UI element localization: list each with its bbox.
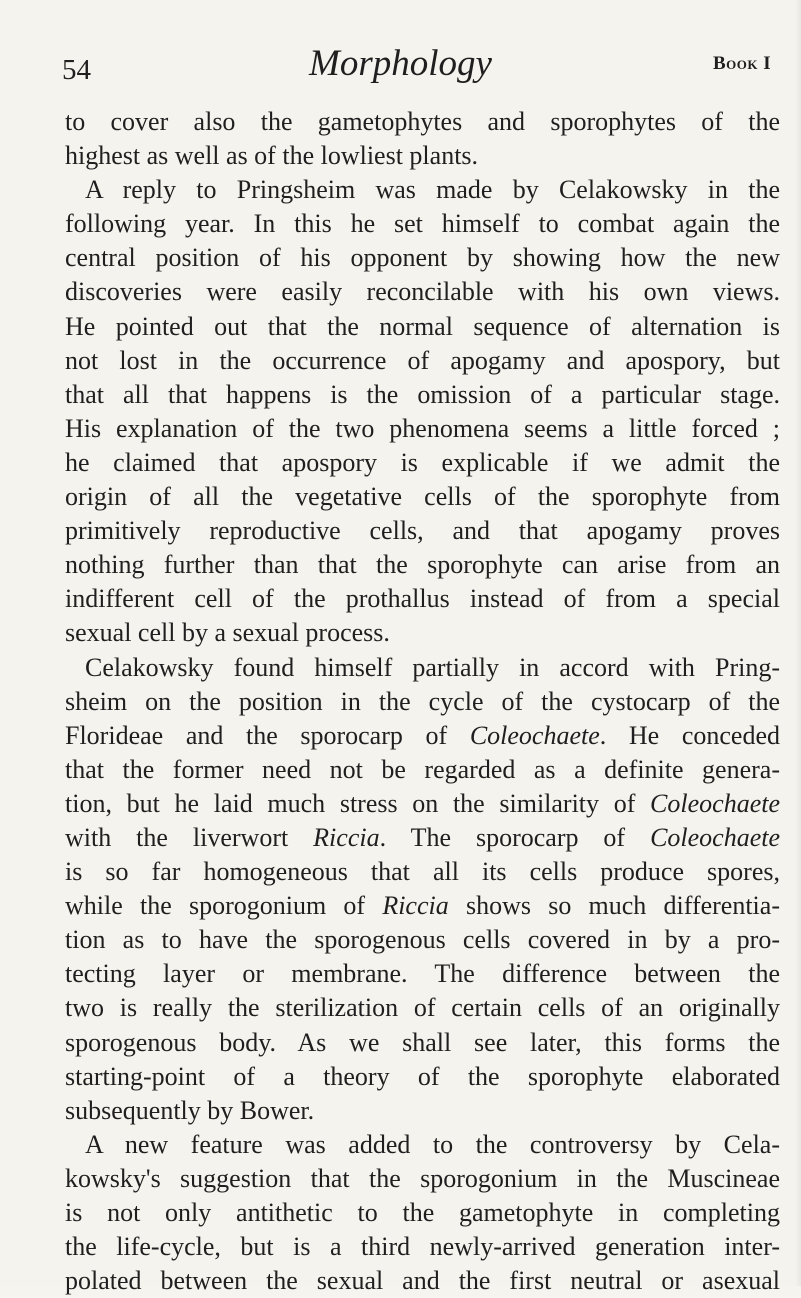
- body-text: [65, 105, 780, 1298]
- text-line: He pointed out that the normal sequence of alternation is: [65, 311, 780, 341]
- text-line: discoveries were easily reconcilable with his own views.: [65, 277, 780, 307]
- running-head: [0, 42, 801, 90]
- text-line: A new feature was added to the controversy by Cela-: [85, 1129, 780, 1159]
- text-line: highest as well as of the lowliest plants.: [65, 141, 479, 171]
- text-line: tion as to have the sporogenous cells covered in by a pro-: [65, 925, 780, 955]
- text-line: is so far homogeneous that all its cells produce spores,: [65, 857, 780, 887]
- taxon-name: Coleochaete: [650, 788, 780, 818]
- text-run: with the liverwort: [65, 822, 314, 852]
- text-line: following year. In this he set himself to combat again the: [65, 209, 780, 239]
- taxon-name: Riccia: [313, 822, 380, 852]
- text-line: sporogenous body. As we shall see later, this forms the: [65, 1027, 780, 1057]
- text-run: shows so much differentia-: [448, 891, 780, 921]
- text-line: His explanation of the two phenomena seems a little forced ;: [65, 413, 780, 443]
- text-line: two is really the sterilization of certain cells of an originally: [65, 993, 780, 1023]
- text-line: primitively reproductive cells, and that apogamy proves: [65, 516, 780, 546]
- taxon-name: Coleochaete: [650, 822, 780, 852]
- text-line: origin of all the vegetative cells of the sporophyte from: [65, 482, 780, 512]
- text-line: [65, 719, 780, 753]
- page-number: 54: [62, 54, 91, 86]
- text-line: he claimed that apospory is explicable if we admit the: [65, 447, 780, 477]
- text-line: the life-cycle, but is a third newly-arrived generation inter-: [65, 1232, 780, 1262]
- text-line: central position of his opponent by showing how the new: [65, 243, 780, 273]
- text-line: sheim on the position in the cycle of the cystocarp of the: [65, 686, 780, 716]
- text-line: tecting layer or membrane. The difference between the: [65, 959, 780, 989]
- text-line: is not only antithetic to the gametophyte in completing: [65, 1198, 780, 1227]
- book-label: Book I: [713, 53, 772, 74]
- text-line: indifferent cell of the prothallus instead of from a special: [65, 584, 780, 614]
- text-line: nothing further than that the sporophyte can arise from an: [65, 550, 780, 580]
- text-line: Celakowsky found himself partially in accord with Pring-: [85, 652, 780, 682]
- text-line: that all that happens is the omission of a particular stage.: [65, 379, 780, 409]
- text-line: to cover also the gametophytes and sporophytes of the: [65, 107, 780, 136]
- text-line: sexual cell by a sexual process.: [65, 618, 390, 648]
- text-line: that the former need not be regarded as a definite genera-: [65, 754, 780, 784]
- text-run: while the sporogonium of: [65, 891, 383, 921]
- text-run: . The sporocarp of: [379, 822, 651, 852]
- text-line: [65, 787, 780, 821]
- text-line: subsequently by Bower.: [65, 1095, 315, 1125]
- text-line: polated between the sexual and the first neutral or asexual: [65, 1266, 780, 1296]
- text-line: kowsky's suggestion that the sporogonium in the Muscineae: [65, 1163, 780, 1193]
- taxon-name: Riccia: [382, 891, 449, 921]
- text-run: Florideae and the sporocarp of: [65, 720, 470, 750]
- text-line: A reply to Pringsheim was made by Celakowsky in the: [85, 175, 780, 205]
- text-line: starting-point of a theory of the sporophyte elaborated: [65, 1061, 780, 1091]
- page-edge: [795, 0, 801, 1286]
- taxon-name: Coleochaete: [469, 720, 600, 750]
- running-title: Morphology: [309, 43, 492, 84]
- text-line: [65, 889, 780, 923]
- text-line: [65, 821, 780, 855]
- text-run: . He conceded: [599, 720, 780, 750]
- text-run: tion, but he laid much stress on the similarity of: [65, 788, 651, 818]
- text-line: not lost in the occurrence of apogamy and apospory, but: [65, 345, 780, 375]
